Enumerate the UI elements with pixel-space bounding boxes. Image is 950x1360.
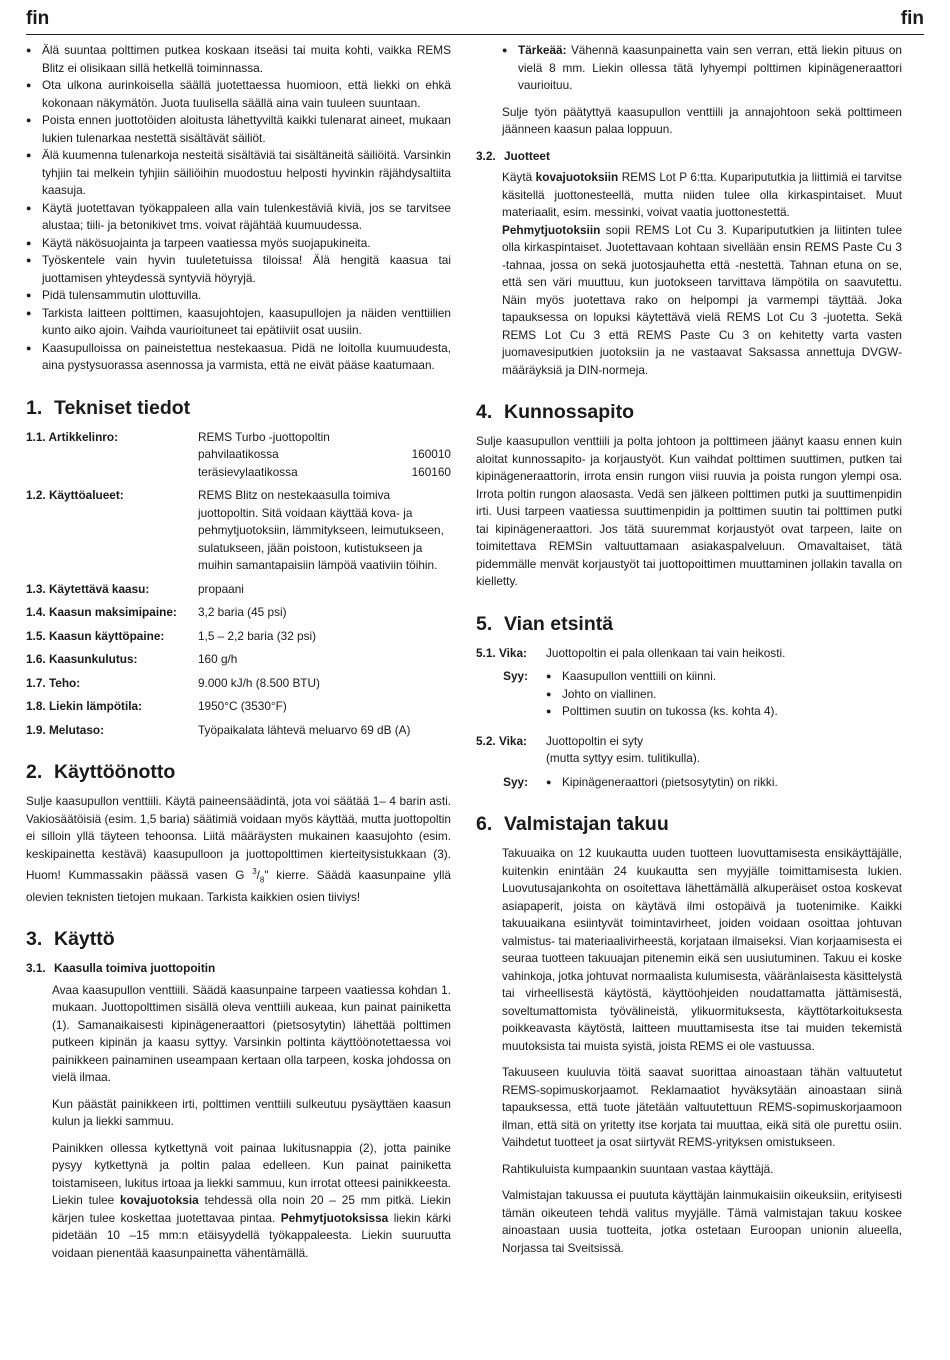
usage-paragraph: Painikken ollessa kytkettynä voit painaa lukitusnappia (2), jotta painike pysyy kytkettynä ja poltin palaa edelleen. Kun painat painiketta toistamiseen, lukitus irtoaa ja liekki sammuu, kun irrotat otteesi painikkeesta. Liekin tulee kovajuotoksia tehdessä olla noin 20 – 25 mm pitkä. Liekin kärjen tulee koskettaa juotettavaa pintaa. Pehmytjuotoksissa liekin kärki pidetään 10 –15 mm:n etäisyydellä työkappaleesta. Liekin suuruutta voidaan pienentää kaasunpainetta vähentämällä. — [52, 1140, 451, 1260]
safety-bullet: ● Työskentele vain hyvin tuuletetuissa tiloissa! Älä hengitä kaasua tai juottamisen yhteydessä syntyviä höyryjä. — [26, 252, 451, 287]
section-heading-6: 6. Valmistajan takuu — [476, 813, 669, 835]
solder-paragraph: Pehmytjuotoksiin sopii REMS Lot Cu 3. Kuparipututkien ja liitinten tulee olla kirkaspintaiset. Juotettavaan kohtaan sivellään ensin REMS Paste Cu 3 -tahnaa, jossa on sekä juotosjauhetta että -nestettä. Tahnan etuna on se, että sen väri muuttuu, kun juotokseen tarvittava lämpötila on saavutettu. Näin myös juotettava rako on helpompi ja varmempi täyttää. Joka tapauksessa on lopuksi käytettävä vielä REMS Lot Cu 3 -juotetta. Sekä REMS Lot Cu 3 että REMS Paste Cu 3 on kehitetty varta vasten juomavesiputkien juotoksiin ja ne vastaavat Saksassa annettuja DVGW-määräyksiä ja DIN-normeja. — [502, 222, 902, 377]
spec-row: 1.7. Teho: 9.000 kJ/h (8.500 BTU) — [26, 675, 320, 690]
section-heading-5: 5. Vian etsintä — [476, 612, 614, 635]
section-heading-2: 2. Käyttöönotto — [26, 761, 176, 783]
maintenance-text: Sulje kaasupullon venttiili ja polta johtoon ja polttimeen jäänyt kaasu ennen kuin aloitat kunnossapito- ja korjaustyöt. Kun vaihdat polttimen suuttimen, putken tai kipinägeneraattorin, irrota ensin rungon viisi ruuvia ja poista rungon ylempi osa. Irrota poltin rungon alaosasta. Vedä sen jälkeen polttimen putki ja suuttimenpidin irti. Uusi tarpeen vaatiessa suuttimenpidin ja polttimen suutin tai polttimen putki tai kipinägeneraattori. Jos tätä suuremmat korjaustyöt ovat tarpeen, laite on toimitettava REMSin valtuuttamaan asiakaspalveluun. Omavaltaiset, tätä pidemmälle menvät korjaustyöt tai juottopoittimen muuttaminen jollakin tavalla on kielletty. — [476, 434, 902, 588]
section-heading-3: 3. Käyttö — [26, 928, 115, 951]
usage-paragraph: Avaa kaasupullon venttiili. Säädä kaasunpaine tarpeen vaatiessa kohdan 1. mukaan. Juottopolttimen sisällä oleva venttiili aukeaa, kun painat painiketta (1). Samanaikaisesti kipinägeneraattori (pietsosytytin) lähettää polttimen putkeen kipinän ja kaasu syttyy. Varsinkin poltinta käyttöönotettaessa voi painikkeen painaminen useampaan kertaan olla tarpeen, koska johdossa on vielä ilmaa. — [52, 982, 451, 1085]
section-heading-1: 1. Tekniset tiedot — [26, 396, 191, 419]
usage-paragraph: Sulje työn päätyttyä kaasupullon venttiili ja annajohtoon sekä polttimeen jäänneen kaasun palaa loppuun. — [502, 104, 902, 136]
safety-bullet: ● Poista ennen juottotöiden aloitusta lähettyviltä kaikki tulenarat aineet, mukaan lukien tulenarkaa nestettä sisältävät säiliöt. — [26, 112, 451, 147]
solder-paragraph: Käytä kovajuotoksiin REMS Lot P 6:tta. Kuparipututkia ja liittimiä ei tarvitse käsitellä juottonesteellä, mutta niiden tulee olla kirkaspintaiset. Muut materiaalit, esim. messinki, voivat vaatia juottonestettä. — [502, 170, 902, 219]
left-column — [26, 42, 451, 1271]
warranty-paragraph: Takuuseen kuuluvia töitä saavat suorittaa ainoastaan tähän valtuutetut REMS-sopimuskorjaamot. Reklamaatiot hyväksytään ainoastaan siinä tapauksessa, että tuote jätetään valtuutettuun REMS-sopimuskorjaamoon ilman, että sitä on yritetty itse korjata tai muuttaa, eikä sitä ole purettu osiin. Vaihdetut tuotteet ja osat siirtyvät REMS-yrityksen omistukseen. — [502, 1065, 902, 1149]
section-heading-4: 4. Kunnossapito — [476, 401, 634, 423]
usage-paragraph: Kun päästät painikkeen irti, polttimen venttiili sulkeutuu pysäyttäen kaasun kulun ja liekki sammuu. — [52, 1096, 451, 1129]
warranty-paragraph: Takuuaika on 12 kuukautta uuden tuotteen luovuttamisesta ensikäyttäjälle, kuitenkin enintään 24 kuukautta sen myyjälle toimittamisesta lukien. Luovutusajankohta on osoitettava lähettämällä alkuperäiset ostoa koskevat asiapaperit, joista on käytävä ilmi ostopäivä ja tuotenimike. Kaikki takuuaikana esiintyvät toimintavirheet, joiden voidaan osoittaa johtuvan valmistus- tai materiaalivirheestä, korjataan ilmaiseksi. Vian korjaamisesta ei seuraa tuotteen takuuajan pitenemin eikä sen uusiutuminen. Takuu ei koske vahinkoja, jotka johtuvat normaalista kulumisesta, vääränlaisesta käsittelystä tai virheellisestä käytöstä, käyttöohjeiden noudattamatta jättämisestä, soveltumattomista työvälineistä, ylikuormituksesta, käyttötarkoituksesta poikkeavasta käytöstä, laitteen muuttamisesta itse tai muiden tekemistä muutoksista tai muista syistä, joista REMS ei ole vastuussa. — [502, 846, 902, 1053]
cause-item: ● Johto on viallinen. — [546, 686, 902, 704]
language-label-left: fin — [26, 8, 50, 29]
spec-row: 1.2. Käyttöalueet: REMS Blitz on nestekaasulla toimiva juottopoltin. Sitä voidaan käyttää kova- ja pehmytjuotoksiin, lämmitykseen, leimutukseen, sulatukseen, jään poistoon, kutistukseen ja muihin samantapaisiin lämpöä vaativiin töihin. — [26, 488, 444, 572]
warranty-paragraph: Rahtikuluista kumpaankin suuntaan vastaa käyttäjä. — [502, 1161, 774, 1176]
safety-bullet: ● Käytä juotettavan työkappaleen alla vain tulenkestäviä kiviä, jos se tarvitsee alustaa; tiili- ja betonikivet tms. voivat räjähtää kuumuudessa. — [26, 200, 451, 235]
warranty-paragraph: Valmistajan takuussa ei puututa käyttäjän lainmukaisiin oikeuksiin, erityisesti tämän oikeuteen tehdä valitus myyjälle. Tämä valmistajan takuu koskee ainoastaan uusia tuotteita, jotka ostetaan Euroopan unionin alueella, Norjassa tai Sveitsissä. — [502, 1188, 902, 1255]
spec-row: 1.5. Kaasun käyttöpaine: 1,5 – 2,2 baria (32 psi) — [26, 628, 317, 643]
safety-bullet-list — [26, 42, 451, 375]
important-note: ● Tärkeää: Vähennä kaasunpainetta vain sen verran, että liekin pituus on vielä 8 mm. Liekin ollessa tätä lyhyempi polttimen kipinägeneraattori vaurioituu. — [502, 42, 902, 95]
page-header — [26, 8, 924, 35]
safety-bullet: ● Käytä näkösuojainta ja tarpeen vaatiessa myös suojapukineita. — [26, 235, 451, 253]
cause-item: ● Polttimen suutin on tukossa (ks. kohta 4). — [546, 703, 902, 721]
spec-row: 1.3. Käytettävä kaasu: propaani — [26, 581, 244, 596]
cause-item: ● Kipinägeneraattori (pietsosytytin) on rikki. — [546, 774, 902, 792]
safety-bullet: ● Älä kuumenna tulenarkoja nesteitä sisältäviä tai sisältäneitä säiliöitä. Varsinkin tyhjiin tai melkein tyhjiin säiliöihin muodostuu helposti hyvinkin räjähdysaltiita kaasuja. — [26, 147, 451, 200]
safety-bullet: ● Kaasupulloissa on paineistettua nestekaasua. Pidä ne loitolla kuumuudesta, aina pystysuorassa asennossa ja varmista, että ne eivät pääse kaatumaan. — [26, 340, 451, 375]
spec-row: 1.4. Kaasun maksimipaine: 3,2 baria (45 psi) — [26, 605, 287, 619]
spec-row: 1.1. Artikkelinro: REMS Turbo -juottopoltin pahvilaatikossa 160010 teräsievylaatikossa 160160 — [26, 429, 451, 479]
cause-item: ● Kaasupullon venttiili on kiinni. — [546, 668, 902, 686]
subsection-heading-3-2: 3.2. Juotteet — [476, 148, 550, 163]
spec-row: 1.9. Melutaso: Työpaikalata lähtevä meluarvo 69 dB (A) — [26, 722, 411, 737]
safety-bullet: ● Pidä tulensammutin ulottuvilla. — [26, 287, 451, 305]
fault-row: 5.1. Vika: Juottopoltin ei pala ollenkaan tai vain heikosti. — [476, 645, 786, 660]
commissioning-text: Sulje kaasupullon venttiili. Käytä paineensäädintä, jota voi säätää 1– 4 barin asti. Vakiosäätöisiä (esim. 1,5 baria) säätimiä voidaan myös käyttää, mutta juottopoltin ei silloin yllä täyteen tehoonsa. Liitä määräysten mukainen kaasujohto (esim. keskipainetta kestävä) kaasupulloon ja juottopolttimen kierteitysistukkaan (3). Huom! Kummassakin päässä vasen G $^3/_8$" kierre. Säädä kaasunpaine yllä olevien teknisten tietojen mukaan. Tarkista kaikkien osien tiiviys! — [26, 794, 451, 904]
language-label-right: fin — [900, 8, 924, 29]
spec-row: 1.6. Kaasunkulutus: 160 g/h — [26, 652, 238, 666]
subsection-heading-3-1: 3.1. Kaasulla toimiva juottopoitin — [26, 961, 216, 976]
safety-bullet: ● Ota ulkona aurinkoisella säällä juotettaessa huomioon, että liekki on ehkä kokonaan näkymätön. Juota tuulisella säällä aina vain tuuleen suuntaan. — [26, 77, 451, 112]
troubleshooting — [476, 645, 902, 792]
spec-row: 1.8. Liekin lämpötila: 1950°C (3530°F) — [26, 699, 287, 713]
right-column — [476, 42, 902, 1266]
safety-bullet: ● Älä suuntaa polttimen putkea koskaan itseäsi tai muita kohti, vaikka REMS Blitz ei olisikaan sillä hetkellä toiminnassa. — [26, 42, 451, 77]
cause-row: Syy: ● Kipinägeneraattori (pietsosytytin) on rikki. — [476, 774, 902, 792]
spec-table — [26, 429, 451, 740]
cause-row: Syy: ● Kaasupullon venttiili on kiinni. ● Johto on viallinen. ● Polttimen suutin on tukossa (ks. kohta 4). — [476, 668, 902, 721]
fault-row: 5.2. Vika: Juottopoltin ei syty (mutta syttyy esim. tulitikulla). — [476, 733, 701, 765]
safety-bullet: ● Tarkista laitteen polttimen, kaasujohtojen, kaasupullojen ja näiden venttiilien kunto aiko ajoin. Vaihda vaurioituneet tai epätiiviit osat uusiin. — [26, 305, 451, 340]
